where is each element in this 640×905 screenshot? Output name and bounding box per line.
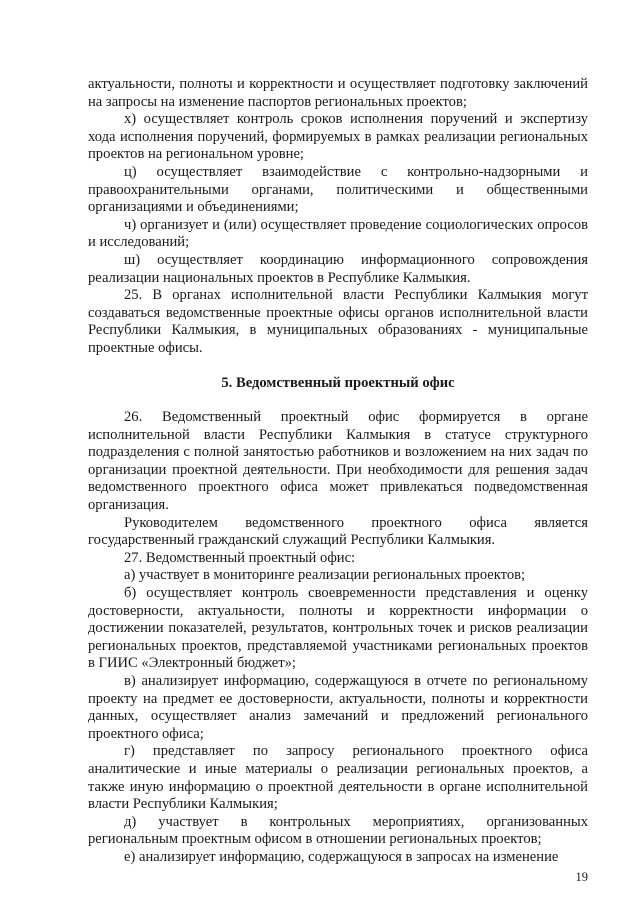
paragraph: е) анализирует информацию, содержащуюся в запросах на изменение	[124, 848, 559, 865]
paragraph: Руководителем ведомственного проектного офиса является государственный гражданский служащий Республики Калмыкия.	[88, 514, 588, 549]
paragraph: актуальности, полноты и корректности и осуществляет подготовку заключений на запросы на изменение паспортов региональных проектов;	[88, 76, 588, 110]
paragraph: 25. В органах исполнительной власти Республики Калмыкия могут создаваться ведомственные проектные офисы органов исполнительной власти Республики Калмыкия, в муниципальных образованиях - муниципальные проектные офисы.	[88, 287, 588, 356]
paragraph: 27. Ведомственный проектный офис:	[124, 549, 356, 566]
paragraph: а) участвует в мониторинге реализации региональных проектов;	[124, 567, 526, 584]
document-page	[88, 76, 588, 867]
paragraph: б) осуществляет контроль своевременности представления и оценку достоверности, актуальности, полноты и корректности информации о достижении показателей, результатов, контрольных точек и рисков реализации региональных проектов, представляемой участниками региональных проектов в ГИИС «Электронный бюджет»;	[88, 585, 588, 672]
paragraph: ш) осуществляет координацию информационного сопровождения реализации национальных проектов в Республике Калмыкия.	[88, 251, 588, 286]
paragraph: 26. Ведомственный проектный офис формируется в органе исполнительной власти Республики Калмыкия в статусе структурного подразделения с полной занятостью работников и возложением на них задач по организации проектной деятельности. При необходимости для решения задач ведомственного проектного офиса может привлекаться подведомственная организация.	[88, 409, 588, 514]
paragraph: х) осуществляет контроль сроков исполнения поручений и экспертизу хода исполнения поручений, формируемых в рамках реализации региональных проектов на региональном уровне;	[88, 111, 588, 163]
section-heading: 5. Ведомственный проектный офис	[221, 374, 455, 391]
paragraph: г) представляет по запросу регионального проектного офиса аналитические и иные материалы о реализации региональных проектов, а также иную информацию о проектной деятельности в органе исполнительной власти Республики Калмыкия;	[88, 743, 588, 813]
paragraph: в) анализирует информацию, содержащуюся в отчете по региональному проекту на предмет ее достоверности, актуальности, полноты и корректности данных, осуществляет анализ замечаний и предложений регионального проектного офиса;	[88, 673, 588, 742]
page-number: 19	[575, 870, 588, 884]
paragraph: ч) организует и (или) осуществляет проведение социологических опросов и исследований;	[88, 216, 588, 251]
paragraph: ц) осуществляет взаимодействие с контрольно-надзорными и правоохранительными органами, политическими и общественными организациями и объединениями;	[88, 163, 588, 216]
paragraph: д) участвует в контрольных мероприятиях, организованных региональным проектным офисом в отношении региональных проектов;	[88, 813, 588, 848]
